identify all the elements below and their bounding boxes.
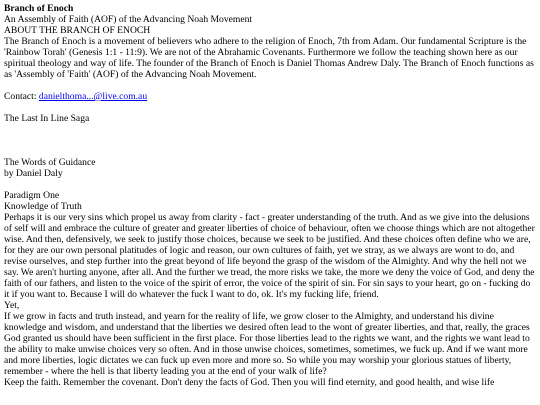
paradigm-yet: Yet, (4, 300, 20, 311)
words-author: by Daniel Daly (4, 168, 63, 179)
contact-label: Contact: (4, 91, 39, 102)
paradigm-name: Paradigm One (4, 190, 60, 201)
contact-line (4, 91, 536, 102)
spacer (4, 102, 536, 113)
paradigm-paragraph-3: Keep the faith. Remember the covenant. Don't deny the facts of God. Then you will find eternity, and good health, and wise life (4, 377, 495, 388)
spacer (4, 124, 536, 146)
paradigm-paragraph-1: Perhaps it is our very sins which propel us away from clarity - fact - greater understanding of the truth. And as we give into the delusions of self will and embrace the culture of greater and greater liberties of choice of behaviour, often we choose things which are not altogether wise. And then, defensively, we seek to justify those choices, because we seek to be justified. And these choices often define who we are, for they are our own personal platitudes of logic and reason, our own cultures of faith, yet we stray, as we always are wont to do, and revise ourselves, and step further into the great beyond of life beyond the grasp of the wisdom of the Almighty. And why the hell not we say. We aren't hurting anyone, after all. And the further we tread, the more risks we take, the more we deny the voice of God, and deny the faith of our fathers, and listen to the voice of the spirit of error, the voice of the spirit of sin. For sin says to your heart, go on - fucking do it if you want to. Because I will do whatever the fuck I want to do, ok. It's my fucking life, friend. (4, 212, 535, 300)
page-title: Branch of Enoch (4, 3, 74, 14)
spacer (4, 146, 536, 157)
saga-title: The Last In Line Saga (4, 113, 90, 124)
spacer (4, 179, 536, 190)
about-paragraph: The Branch of Enoch is a movement of believers who adhere to the religion of Enoch, 7th from Adam. Our fundamental Scripture is the 'Rainbow Torah' (Genesis 1:1 - 11:9). We are not of the Abrahamic Covenants. Furthermore we follow the teaching shown here as our spiritual theology and way of life. The founder of the Branch of Enoch is Daniel Thomas Andrew Daly. The Branch of Enoch functions as as 'Assembly of 'Faith' (AOF) of the Advancing Noah Movement. (4, 36, 534, 80)
page-subtitle: An Assembly of Faith (AOF) of the Advancing Noah Movement (4, 14, 253, 25)
paradigm-paragraph-2: If we grow in facts and truth instead, and yearn for the reality of life, we grow closer to the Almighty, and understand his divine knowledge and wisdom, and understand that the liberties we desired often lead to the wont of greater liberties, and that, really, the graces God granted us should have been sufficient in the first place. For those liberties lead to the rights we want, and the rights we want lead to the ability to make unwise choices very so often. And in those unwise choices, sometimes, sometimes, we fuck up. And if we want more and more liberties, logic dictates we can fuck up even more and more so. So while you may worship your glorious statues of liberty, remember - where the hell is that liberty leading you at the end of your walk of life? (4, 311, 530, 377)
spacer (4, 80, 536, 91)
paradigm-topic: Knowledge of Truth (4, 201, 82, 212)
contact-email-link[interactable]: danielthoma...@live.com.au (38, 91, 148, 102)
document-page (4, 3, 536, 388)
words-title: The Words of Guidance (4, 157, 96, 168)
about-heading: ABOUT THE BRANCH OF ENOCH (4, 25, 151, 36)
